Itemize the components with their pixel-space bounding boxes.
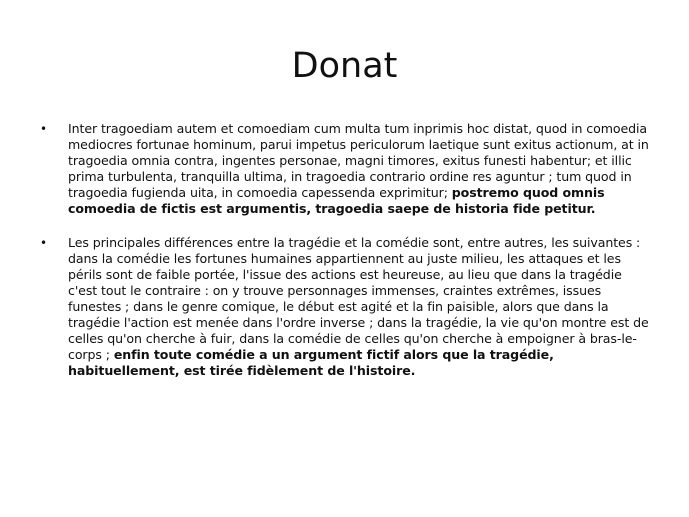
bullet-list (40, 121, 650, 397)
bullet-bold-text: enfin toute comédie a un argument fictif alors que la tragédie, habituellement, est tirée fidèlement de l'histoire. (68, 347, 554, 378)
bullet-text: Inter tragoediam autem et comoediam cum multa tum inprimis hoc distat, quod in comoedia mediocres fortunae hominum, parui impetus periculorum laetique sunt exitus actionum, at in tragoedia omnia contra, ingentes personae, magni timores, exitus funesti habentur; et illic prima turbulenta, tranquilla ultima, in tragoedia contrario ordine res aguntur ; tum quod in tragoedia fugienda uita, in comoedia capessenda exprimitur; (68, 121, 649, 200)
bullet-item-latin (40, 121, 650, 217)
bullet-icon: • (40, 122, 47, 136)
bullet-item-french (40, 235, 650, 379)
slide-title: Donat (291, 46, 398, 86)
bullet-bold-text: postremo quod omnis comoedia de fictis est argumentis, tragoedia saepe de historia fide petitur. (68, 185, 605, 216)
bullet-icon: • (40, 236, 47, 250)
bullet-text: Les principales différences entre la tragédie et la comédie sont, entre autres, les suivantes : dans la comédie les fortunes humaines appartiennent au juste milieu, les attaques et les périls sont de faible portée, l'issue des actions est heureuse, au lieu que dans la tragédie c'est tout le contraire : on y trouve personnages immenses, craintes extrêmes, issues funestes ; dans le genre comique, le début est agité et la fin paisible, alors que dans la tragédie l'action est menée dans l'ordre inverse ; dans la tragédie, la vie qu'on montre est de celles qu'on cherche à fuir, dans la comédie de celles qu'on cherche à empoigner à bras-le-corps ; (68, 235, 649, 362)
